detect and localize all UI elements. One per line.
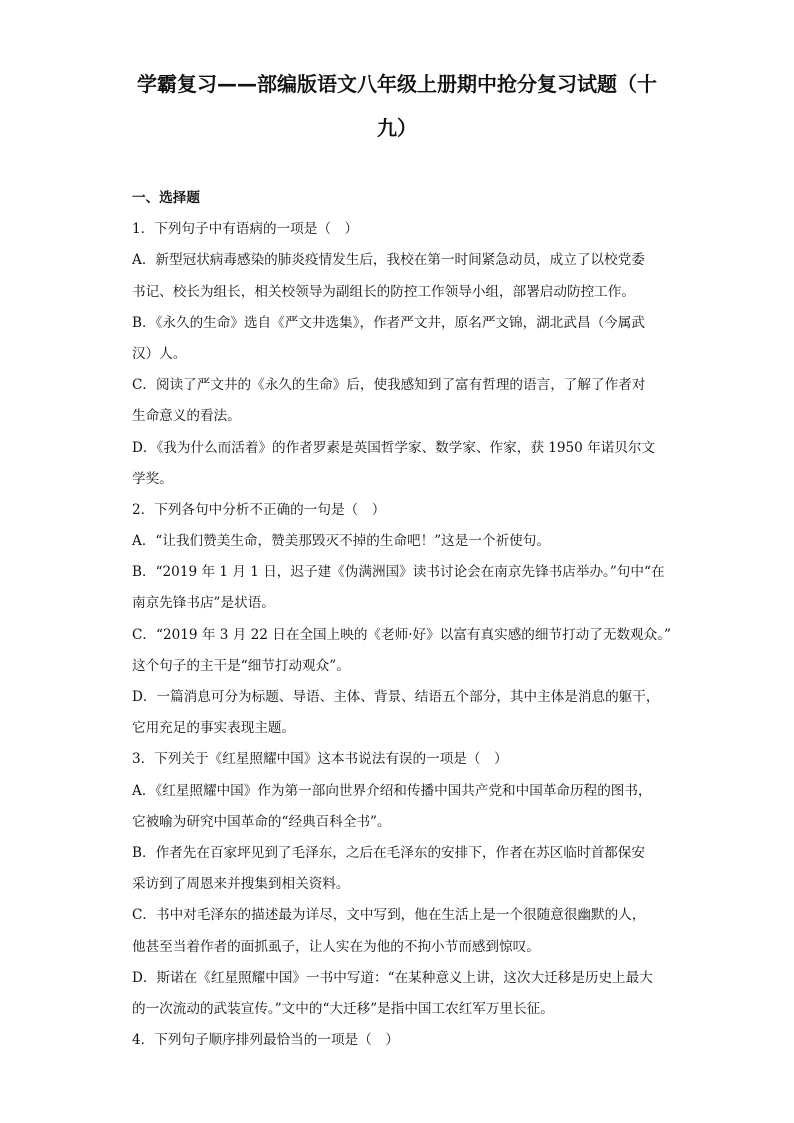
text-line: 2．下列各句中分析不正确的一句是（ ） <box>132 501 386 518</box>
title-line-1: 学霸复习——部编版语文八年级上册期中抢分复习试题（十 <box>137 72 657 96</box>
text-line: 它用充足的事实表现主题。 <box>132 720 296 737</box>
text-line: A．新型冠状病毒感染的肺炎疫情发生后，我校在第一时间紧急动员，成立了以校党委 <box>132 252 645 269</box>
text-line: 的一次流动的武装宣传。”文中的“大迁移”是指中国工农红军万里长征。 <box>132 1000 554 1017</box>
text-line: 4．下列句子顺序排列最恰当的一项是（ ） <box>132 1032 399 1049</box>
text-line: 生命意义的看法。 <box>132 408 241 425</box>
text-line: C．“2019 年 3 月 22 日在全国上映的《老师·好》以富有真实感的细节打动了无数观众。” <box>132 626 671 643</box>
text-line: B．《永久的生命》选自《严文井选集》，作者严文井，原名严文锦，湖北武昌（今属武 <box>132 314 645 331</box>
text-line: 学奖。 <box>132 470 173 487</box>
text-line: 3．下列关于《红星照耀中国》这本书说法有误的一项是（ ） <box>132 751 508 768</box>
text-line: 南京先锋书店”是状语。 <box>132 595 275 612</box>
text-line: D．《我为什么而活着》的作者罗素是英国哲学家、数学家、作家，获 1950 年诺贝尔文 <box>132 439 656 456</box>
text-line: C．阅读了严文井的《永久的生命》后，使我感知到了富有哲理的语言，了解了作者对 <box>132 377 646 394</box>
text-line: D．斯诺在《红星照耀中国》一书中写道：“在某种意义上讲，这次大迁移是历史上最大 <box>132 969 653 986</box>
text-line: 它被喻为研究中国革命的“经典百科全书”。 <box>132 813 391 830</box>
text-line: A．《红星照耀中国》作为第一部向世界介绍和传播中国共产党和中国革命历程的图书， <box>132 782 652 799</box>
text-line: 他甚至当着作者的面抓虱子，让人实在为他的不拘小节而感到惊叹。 <box>132 938 540 955</box>
document-body <box>132 183 672 1056</box>
text-line: B．“2019 年 1 月 1 日，迟子建《伪满洲国》读书讨论会在南京先锋书店举办。”句中“在 <box>132 564 665 581</box>
title-line-2: 九） <box>377 116 417 140</box>
text-line: B．作者先在百家坪见到了毛泽东，之后在毛泽东的安排下，作者在苏区临时首都保安 <box>132 844 645 861</box>
text-line: D．一篇消息可分为标题、导语、主体、背景、结语五个部分，其中主体是消息的躯干， <box>132 689 660 705</box>
text-line: 这个句子的主干是“细节打动观众”。 <box>132 657 350 674</box>
section-heading: 一、选择题 <box>132 190 200 206</box>
text-line: 1．下列句子中有语病的一项是（ ） <box>132 221 359 238</box>
text-line: C．书中对毛泽东的描述最为详尽，文中写到，他在生活上是一个很随意很幽默的人， <box>132 907 646 924</box>
text-line: A．“让我们赞美生命，赞美那毁灭不掉的生命吧！”这是一个祈使句。 <box>132 533 550 550</box>
text-line: 汉）人。 <box>132 345 187 362</box>
document-title <box>120 62 674 150</box>
text-line: 采访到了周恩来并搜集到相关资料。 <box>132 876 350 893</box>
text-line: 书记、校长为组长，相关校领导为副组长的防控工作领导小组，部署启动防控工作。 <box>132 283 635 300</box>
